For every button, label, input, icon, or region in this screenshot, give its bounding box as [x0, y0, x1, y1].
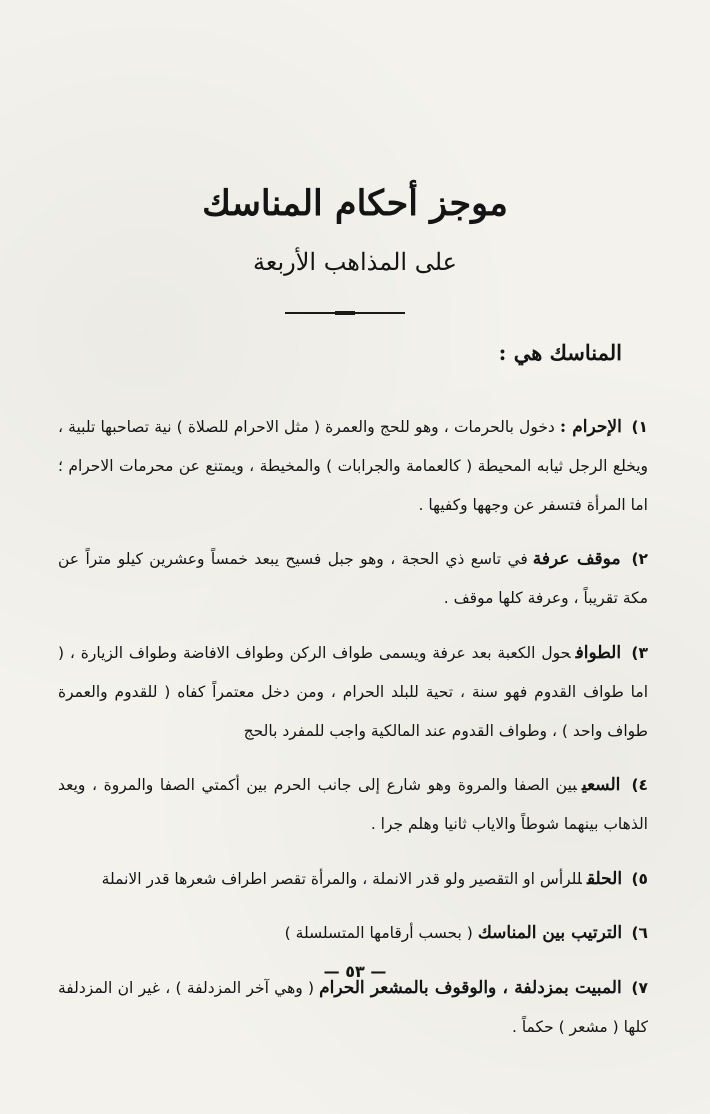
title-divider	[285, 312, 405, 314]
item-number: ٤)	[624, 776, 648, 794]
item-number: ١)	[625, 417, 648, 436]
item-number: ٧)	[625, 978, 648, 997]
item-term: المبيت بمزدلفة ، والوقوف بالمشعر الحرام	[319, 977, 622, 998]
section-intro: المناسك هي :	[498, 340, 622, 365]
list-item	[58, 634, 648, 751]
list-item	[58, 540, 648, 618]
item-text: دخول بالحرمات ، وهو للحج والعمرة ( مثل الاحرام للصلاة ) نية تصاحبها تلبية ، ويخلع الرجل ثيابه المحيطة ( كالعمامة والجرابات ) والمخيطة ، ويمتنع عن محرمات الاحرام ؛ اما المرأة فتسفر عن وجهها وكفيها .	[58, 417, 648, 514]
item-text: للرأس او التقصير ولو قدر الانملة ، والمرأة تقصر اطراف شعرها قدر الانملة	[101, 869, 582, 888]
item-term: السعي	[581, 775, 621, 795]
page-number: — ٥٣ —	[323, 962, 387, 981]
page-subtitle: على المذاهب الأربعة	[253, 248, 457, 276]
rites-list	[58, 392, 648, 1053]
item-text: بين الصفا والمروة وهو شارع إلى جانب الحرم بين أكمتي الصفا والمروة ، ويعد الذهاب بينهما شوطاً والاياب ثانيا وهلم جرا .	[58, 776, 648, 833]
item-term: الترتيب بين المناسك	[477, 923, 623, 943]
item-number: ٦)	[626, 924, 648, 942]
item-number: ٢)	[624, 550, 649, 568]
item-term: موقف عرفة	[532, 549, 621, 569]
list-item	[58, 914, 648, 953]
list-item	[58, 860, 648, 899]
item-number: ٥)	[626, 869, 648, 888]
item-text: ( وهي آخر المزدلفة ) ، غير ان المزدلفة كلها ( مشعر ) حكماً .	[58, 978, 648, 1036]
item-term: الحلق	[586, 868, 623, 889]
item-term: الطواف	[575, 642, 622, 663]
item-number: ٣)	[625, 643, 648, 662]
item-text: حول الكعبة بعد عرفة ويسمى طواف الركن وطواف الافاضة وطواف الزيارة ، ( اما طواف القدوم فهو سنة ، تحية للبلد الحرام ، ومن دخل معتمراً كفاه ( للقدوم والعمرة طواف واحد ) ، وطواف القدوم عند المالكية واجب للمفرد بالحج	[58, 643, 648, 740]
item-text: في تاسع ذي الحجة ، وهو جبل فسيح يبعد خمساً وعشرين كيلو متراً عن مكة تقريباً ، وعرفة كلها موقف .	[58, 550, 648, 607]
item-text: ( بحسب أرقامها المتسلسلة )	[284, 924, 473, 942]
list-item	[58, 766, 648, 844]
item-term: الإحرام :	[559, 416, 622, 437]
list-item	[58, 408, 648, 525]
page-title: موجز أحكام المناسك	[202, 183, 508, 224]
